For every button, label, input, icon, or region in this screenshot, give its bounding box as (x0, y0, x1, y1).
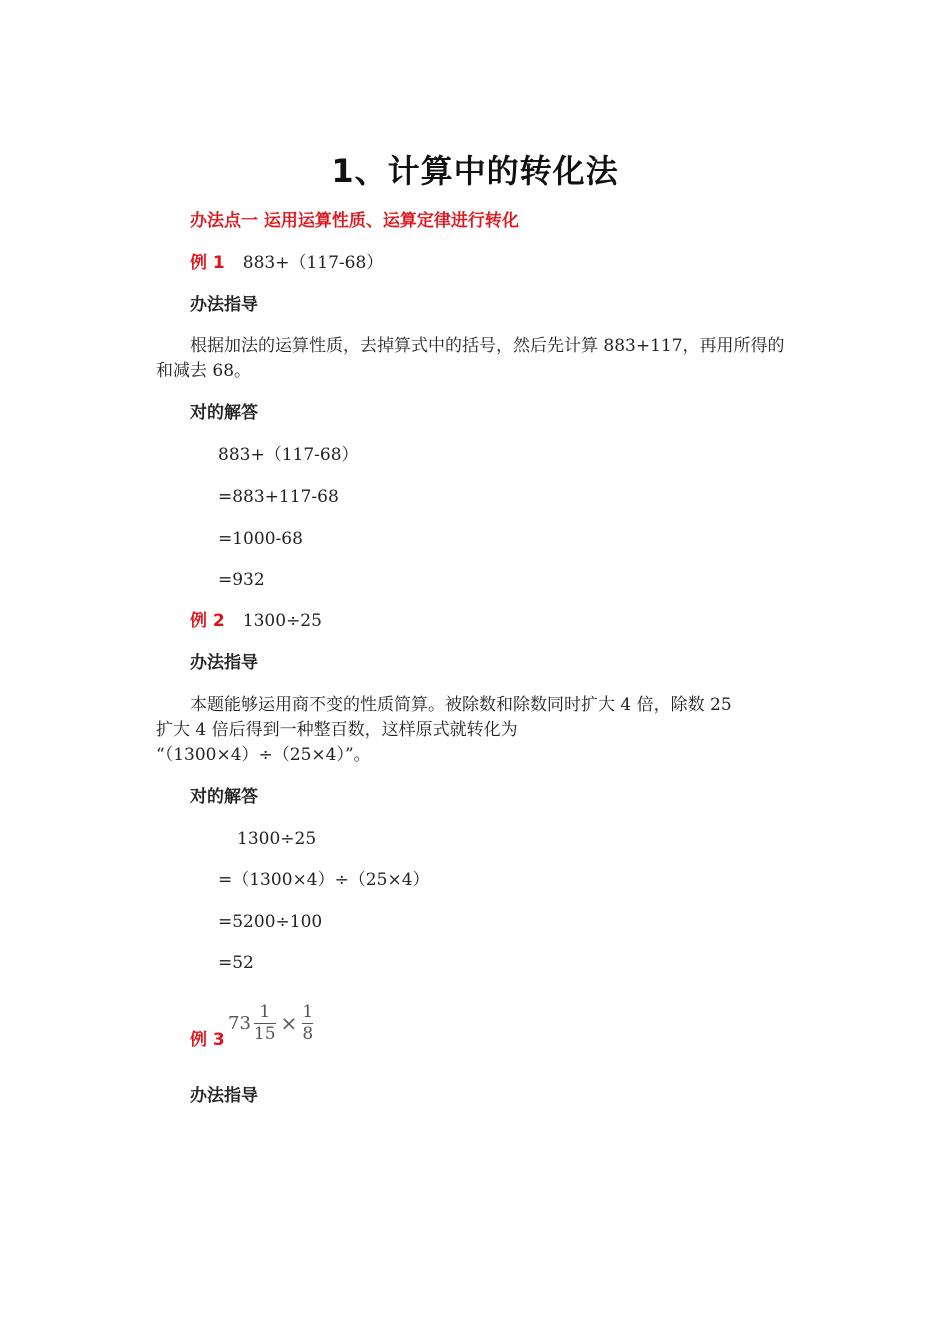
example-1-line (190, 251, 383, 275)
example-3-fraction-1 (254, 1003, 276, 1044)
example-3-fraction-2 (302, 1003, 313, 1044)
example-1-guide-heading: 办法指导 (190, 295, 258, 315)
fraction-1-denominator: 15 (253, 1023, 276, 1044)
example-3-whole: 73 (228, 1012, 251, 1034)
example-1-step-4: =932 (218, 570, 265, 590)
example-3-label: 例 3 (190, 1030, 225, 1050)
example-2-step-2: =（1300×4）÷（25×4） (218, 870, 430, 890)
example-2-label: 例 2 (190, 611, 225, 631)
example-2-guide-text-2: 扩大 4 倍后得到一种整百数，这样原式就转化为 (156, 720, 518, 740)
example-3-expression (228, 1000, 316, 1046)
page-title: 1、计算中的转化法 (331, 152, 619, 190)
example-2-step-1: 1300÷25 (237, 829, 317, 849)
fraction-2-numerator: 1 (302, 1001, 314, 1022)
example-1-guide-text: 根据加法的运算性质，去掉算式中的括号，然后先计算 883+117，再用所得的和减去 68。 (156, 336, 785, 381)
example-1-step-2: =883+117-68 (218, 487, 339, 507)
example-2-guide-text-1: 本题能够运用商不变的性质简算。被除数和除数同时扩大 4 倍，除数 25 (190, 695, 732, 715)
times-sign: × (280, 1011, 298, 1035)
section-heading: 办法点一 运用运算性质、运算定律进行转化 (190, 211, 519, 231)
example-1-expression: 883+（117-68） (242, 253, 384, 273)
example-2-line (190, 609, 322, 633)
fraction-2-denominator: 8 (302, 1023, 314, 1044)
example-1-answer-heading: 对的解答 (190, 403, 258, 423)
example-2-step-4: =52 (218, 953, 254, 973)
example-3-guide-heading: 办法指导 (190, 1086, 258, 1106)
example-2-step-3: =5200÷100 (218, 912, 323, 932)
example-2-answer-heading: 对的解答 (190, 787, 258, 807)
example-1-step-3: =1000-68 (218, 529, 303, 549)
example-1-label: 例 1 (190, 253, 225, 273)
example-2-guide-text-3: “（1300×4）÷（25×4）”。 (156, 745, 371, 765)
example-2-expression: 1300÷25 (242, 611, 322, 631)
example-1-step-1: 883+（117-68） (218, 445, 359, 465)
fraction-1-numerator: 1 (259, 1001, 271, 1022)
example-2-guide-heading: 办法指导 (190, 653, 258, 673)
